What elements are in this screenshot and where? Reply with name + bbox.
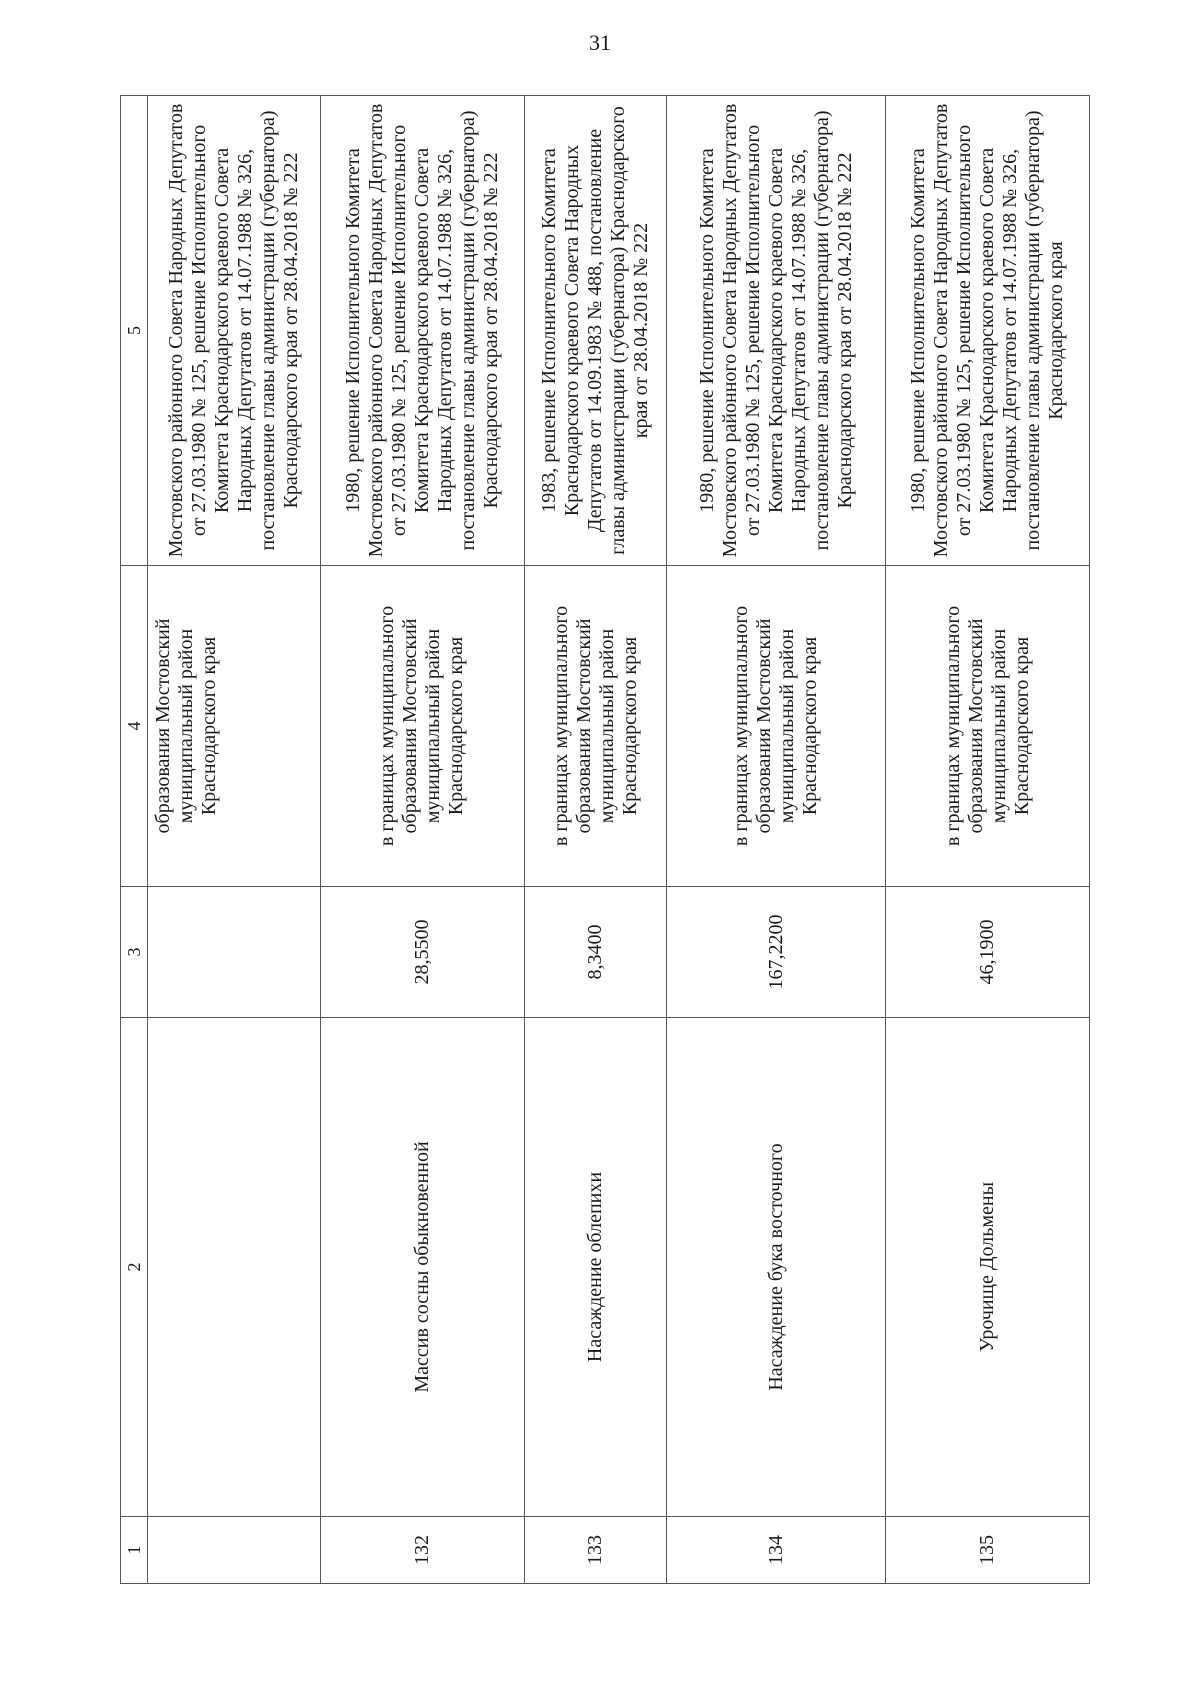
object-name: Урочище Дольмены <box>886 1018 1090 1517</box>
page-number: 31 <box>589 30 611 55</box>
row-number: 132 <box>321 1517 525 1584</box>
legal-basis-text: 1980, решение Исполнительного Комитета Мостовского районного Совета Народных Депутатов от 27.03.1980 № 125, решение Исполнительного Комитета Краснодарского краевого Совета Народных Депутатов от 14.07.1988 № 326, постановление главы администрации (губернатора) Краснодарского края <box>886 96 1090 566</box>
area-value <box>148 887 321 1018</box>
column-number-5: 5 <box>121 96 148 566</box>
column-number-2: 2 <box>121 1018 148 1517</box>
location-text: в границах муниципального образования Мостовский муниципальный район Краснодарского края <box>524 566 667 887</box>
legal-basis-text: 1980, решение Исполнительного Комитета Мостовского районного Совета Народных Депутатов от 27.03.1980 № 125, решение Исполнительного Комитета Краснодарского краевого Совета Народных Депутатов от 14.07.1988 № 326, постановление главы администрации (губернатора) Краснодарского края от 28.04.2018 № 222 <box>321 96 525 566</box>
object-name <box>148 1018 321 1517</box>
column-number-row <box>121 96 148 1584</box>
location-text: в границах муниципального образования Мостовский муниципальный район Краснодарского края <box>321 566 525 887</box>
table-row-continuation <box>148 96 321 1584</box>
legal-basis-text: Мостовского районного Совета Народных Депутатов от 27.03.1980 № 125, решение Исполнительного Комитета Краснодарского краевого Совета Народных Депутатов от 14.07.1988 № 326, постановление главы администрации (губернатора) Краснодарского края от 28.04.2018 № 222 <box>148 96 321 566</box>
table-header <box>121 96 148 1584</box>
legal-basis-text: 1983, решение Исполнительного Комитета Краснодарского краевого Совета Народных Депутатов от 14.09.1983 № 488, постановление главы администрации (губернатора) Краснодарского края от 28.04.2018 № 222 <box>524 96 667 566</box>
column-number-1: 1 <box>121 1517 148 1584</box>
table-row <box>524 96 667 1584</box>
column-number-3: 3 <box>121 887 148 1018</box>
object-name: Насаждение бука восточного <box>667 1018 886 1517</box>
legal-basis-text: 1980, решение Исполнительного Комитета Мостовского районного Совета Народных Депутатов от 27.03.1980 № 125, решение Исполнительного Комитета Краснодарского краевого Совета Народных Депутатов от 14.07.1988 № 326, постановление главы администрации (губернатора) Краснодарского края от 28.04.2018 № 222 <box>667 96 886 566</box>
row-number <box>148 1517 321 1584</box>
column-number-4: 4 <box>121 566 148 887</box>
area-value: 46,1900 <box>886 887 1090 1018</box>
object-name: Массив сосны обыкновенной <box>321 1018 525 1517</box>
row-number: 133 <box>524 1517 667 1584</box>
location-text: образования Мостовский муниципальный район Краснодарского края <box>148 566 321 887</box>
table-body <box>148 96 1090 1584</box>
table-row <box>321 96 525 1584</box>
area-value: 8,3400 <box>524 887 667 1018</box>
protected-areas-table <box>120 95 1090 1584</box>
area-value: 28,5500 <box>321 887 525 1018</box>
location-text: в границах муниципального образования Мостовский муниципальный район Краснодарского края <box>886 566 1090 887</box>
object-name: Насаждение облепихи <box>524 1018 667 1517</box>
row-number: 135 <box>886 1517 1090 1584</box>
table-row <box>886 96 1090 1584</box>
protected-areas-table-wrapper <box>120 95 1090 1584</box>
location-text: в границах муниципального образования Мостовский муниципальный район Краснодарского края <box>667 566 886 887</box>
area-value: 167,2200 <box>667 887 886 1018</box>
table-row <box>667 96 886 1584</box>
row-number: 134 <box>667 1517 886 1584</box>
